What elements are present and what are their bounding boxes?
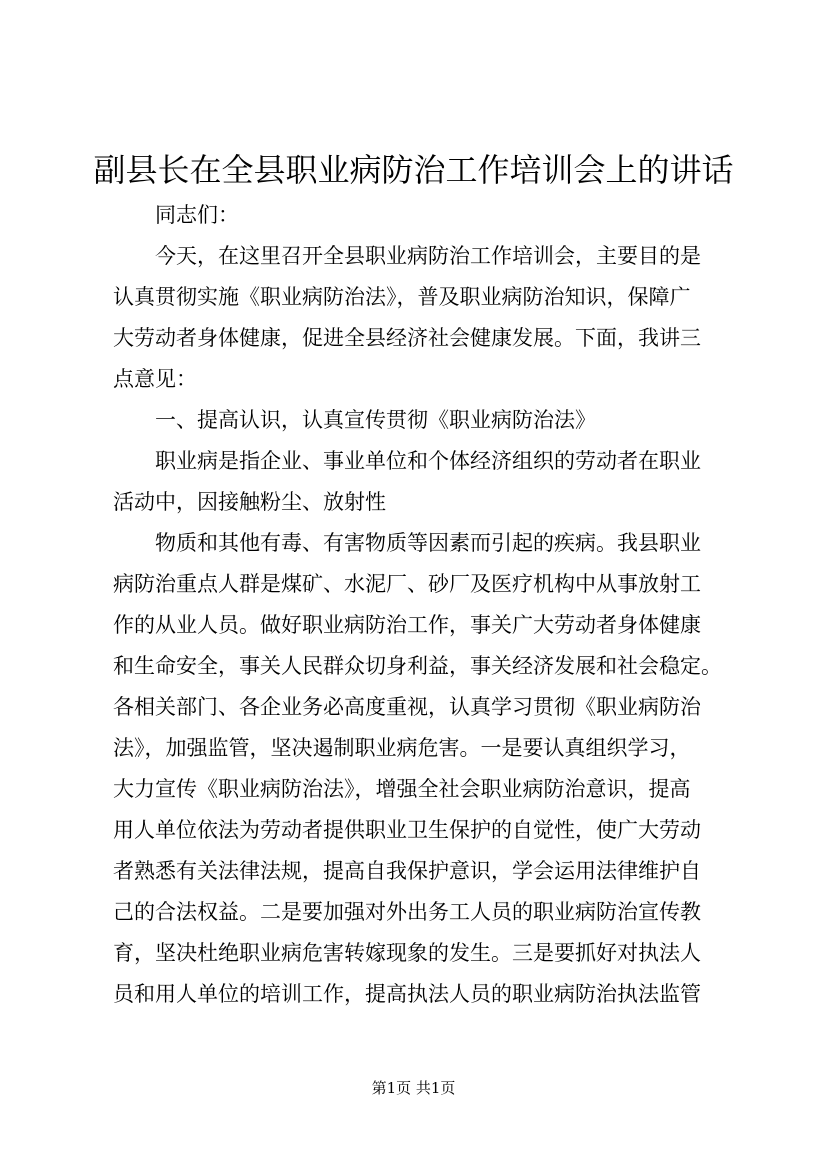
text-line: 物质和其他有毒、有害物质等因素而引起的疾病。我县职业 bbox=[155, 531, 701, 555]
text-line: 各相关部门、各企业务必高度重视，认真学习贯彻《职业病防治 bbox=[113, 695, 701, 719]
text-line: 今天，在这里召开全县职业病防治工作培训会，主要目的是 bbox=[155, 244, 701, 268]
text-line: 病防治重点人群是煤矿、水泥厂、砂厂及医疗机构中从事放射工 bbox=[113, 572, 701, 596]
document-title: 副县长在全县职业病防治工作培训会上的讲话 bbox=[93, 151, 734, 189]
text-line: 己的合法权益。二是要加强对外出务工人员的职业病防治宣传教 bbox=[113, 900, 701, 924]
text-line: 点意见： bbox=[113, 367, 197, 391]
text-line: 同志们： bbox=[155, 203, 239, 227]
text-line: 员和用人单位的培训工作，提高执法人员的职业病防治执法监管 bbox=[113, 982, 701, 1006]
document-body bbox=[113, 195, 723, 1015]
text-line: 大劳动者身体健康，促进全县经济社会健康发展。下面，我讲三 bbox=[113, 326, 701, 350]
text-line: 用人单位依法为劳动者提供职业卫生保护的自觉性，使广大劳动 bbox=[113, 818, 701, 842]
text-line: 作的从业人员。做好职业病防治工作，事关广大劳动者身体健康 bbox=[113, 613, 701, 637]
text-line: 和生命安全，事关人民群众切身利益，事关经济发展和社会稳定。 bbox=[113, 654, 722, 678]
text-line: 育，坚决杜绝职业病危害转嫁现象的发生。三是要抓好对执法人 bbox=[113, 941, 701, 965]
text-line: 认真贯彻实施《职业病防治法》，普及职业病防治知识，保障广 bbox=[113, 285, 691, 309]
section-heading: 一、提高认识，认真宣传贯彻《职业病防治法》 bbox=[155, 408, 596, 432]
text-line: 法》，加强监管，坚决遏制职业病危害。一是要认真组织学习， bbox=[113, 736, 691, 760]
text-line: 大力宣传《职业病防治法》，增强全社会职业病防治意识，提高 bbox=[113, 777, 691, 801]
text-line: 活动中，因接触粉尘、放射性 bbox=[113, 490, 386, 514]
text-line: 职业病是指企业、事业单位和个体经济组织的劳动者在职业 bbox=[155, 449, 701, 473]
text-line: 者熟悉有关法律法规，提高自我保护意识，学会运用法律维护自 bbox=[113, 859, 701, 883]
page-footer: 第1页 共1页 bbox=[371, 1079, 456, 1097]
